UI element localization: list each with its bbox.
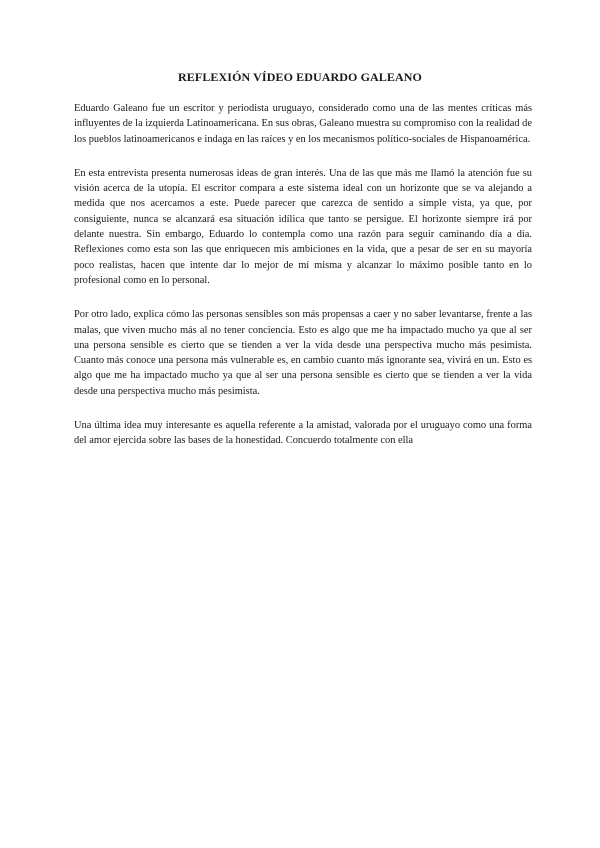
paragraph-friendship: Una última idea muy interesante es aquella referente a la amistad, valorada por el uruguayo como una forma del amor ejercida sobre las bases de la honestidad. Concuerdo totalmente con ella	[74, 420, 532, 447]
paragraph-intro: Eduardo Galeano fue un escritor y periodista uruguayo, considerado como una de las mentes críticas más influyentes de la izquierda Latinoamericana. En sus obras, Galeano muestra su compromiso con la realidad de los pueblos latinoamericanos e indaga en las raíces y en los mecanismos político-sociales de Hispanoamérica.	[74, 103, 532, 145]
paragraph-sensitivity: Por otro lado, explica cómo las personas sensibles son más propensas a caer y no saber levantarse, frente a las malas, que viven mucho más al no tener conciencia. Esto es algo que me ha impactado mucho ya que al ser una persona sensible es cierto que se tienden a ver la vida desde una perspectiva mucho más pesimista. Cuanto más conoce una persona más vulnerable es, en cambio cuanto más ignorante sea, vivirá en un. Esto es algo que me ha impactado mucho ya que al ser una persona sensible es cierto que se tienden a ver la vida desde una perspectiva mucho más pesimista.	[74, 309, 532, 397]
paragraph-utopia: En esta entrevista presenta numerosas ideas de gran interés. Una de las que más me llamó la atención fue su visión acerca de la utopía. El escritor compara a este sistema ideal con un horizonte que se va alejando a medida que nos acercamos a este. Puede parecer que carezca de sentido a simple vista, ya que, por consiguiente, nunca se alcanzará esa situación idílica que tanto se persigue. El horizonte siempre irá por delante nuestra. Sin embargo, Eduardo lo contempla como una razón para seguir caminando día a día. Reflexiones como esta son las que enriquecen mis ambiciones en la vida, que a pesar de ser en su mayoría poco realistas, hacen que intente dar lo mejor de mí misma y alcanzar lo máximo posible tanto en lo profesional como en lo personal.	[74, 167, 532, 286]
document-body	[74, 101, 532, 468]
document-title: REFLEXIÓN VÍDEO EDUARDO GALEANO	[178, 70, 422, 84]
